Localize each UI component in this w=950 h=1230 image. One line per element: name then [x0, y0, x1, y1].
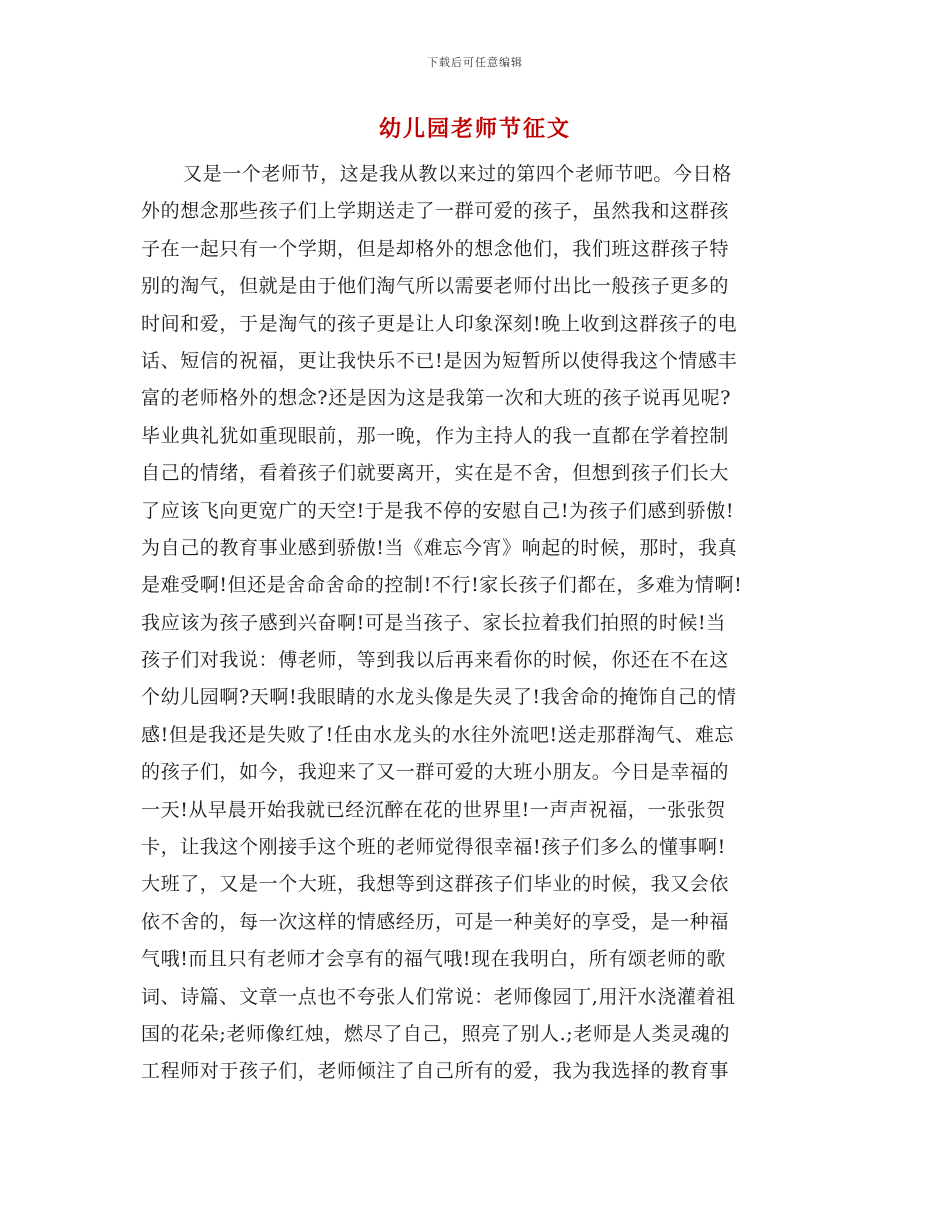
text-line: 卡，让我这个刚接手这个班的老师觉得很幸福!孩子们多么的懂事啊!	[141, 836, 726, 859]
document-title: 幼儿园老师节征文	[378, 116, 571, 142]
text-line: 依不舍的，每一次这样的情感经历，可是一种美好的享受，是一种福	[141, 910, 730, 933]
text-line: 感!但是我还是失败了!任由水龙头的水往外流吧!送走那群淘气、难忘	[141, 723, 735, 746]
text-line: 个幼儿园啊?天啊!我眼睛的水龙头像是失灵了!我舍命的掩饰自己的情	[141, 686, 737, 709]
text-line: 工程师对于孩子们，老师倾注了自己所有的爱，我为我选择的教育事	[141, 1060, 730, 1083]
text-line: 毕业典礼犹如重现眼前，那一晚，作为主持人的我一直都在学着控制	[141, 424, 730, 447]
text-line: 自己的情绪，看着孩子们就要离开，实在是不舍，但想到孩子们长大	[141, 462, 730, 485]
body-text	[141, 156, 801, 1091]
text-line: 富的老师格外的想念?还是因为这是我第一次和大班的孩子说再见呢?	[141, 387, 731, 410]
text-line: 是难受啊!但还是舍命舍命的控制!不行!家长孩子们都在，多难为情啊!	[141, 574, 743, 597]
text-line: 话、短信的祝福，更让我快乐不已!是因为短暂所以使得我这个情感丰	[141, 349, 738, 372]
text-line: 一天!从早晨开始我就已经沉醉在花的世界里!一声声祝福，一张张贺	[141, 798, 726, 821]
text-line: 词、诗篇、文章一点也不夸张人们常说：老师像园丁,用汗水浇灌着祖	[141, 985, 736, 1008]
text-line: 气哦!而且只有老师才会享有的福气哦!现在我明白，所有颂老师的歌	[141, 948, 726, 971]
text-line: 别的淘气，但就是由于他们淘气所以需要老师付出比一般孩子更多的	[141, 275, 730, 298]
text-line: 的孩子们，如今，我迎来了又一群可爱的大班小朋友。今日是幸福的	[141, 761, 730, 784]
text-line: 了应该飞向更宽广的天空!于是我不停的安慰自己!为孩子们感到骄傲!	[141, 499, 735, 522]
text-line: 国的花朵;老师像红烛，燃尽了自己，照亮了别人.;老师是人类灵魂的	[141, 1022, 731, 1045]
text-line: 子在一起只有一个学期，但是却格外的想念他们，我们班这群孩子特	[141, 237, 730, 260]
text-line: 又是一个老师节，这是我从教以来过的第四个老师节吧。今日格	[183, 163, 732, 185]
text-line: 孩子们对我说：傅老师，等到我以后再来看你的时候，你还在不在这	[141, 649, 730, 672]
text-line: 外的想念那些孩子们上学期送走了一群可爱的孩子，虽然我和这群孩	[141, 200, 730, 223]
text-line: 为自己的教育事业感到骄傲!当《难忘今宵》响起的时候，那时，我真	[141, 536, 738, 559]
text-line: 大班了，又是一个大班，我想等到这群孩子们毕业的时候，我又会依	[141, 873, 730, 896]
text-line: 时间和爱，于是淘气的孩子更是让人印象深刻!晚上收到这群孩子的电	[141, 312, 738, 335]
header-note: 下载后可任意编辑	[427, 56, 523, 69]
text-line: 我应该为孩子感到兴奋啊!可是当孩子、家长拉着我们拍照的时候!当	[141, 611, 726, 634]
